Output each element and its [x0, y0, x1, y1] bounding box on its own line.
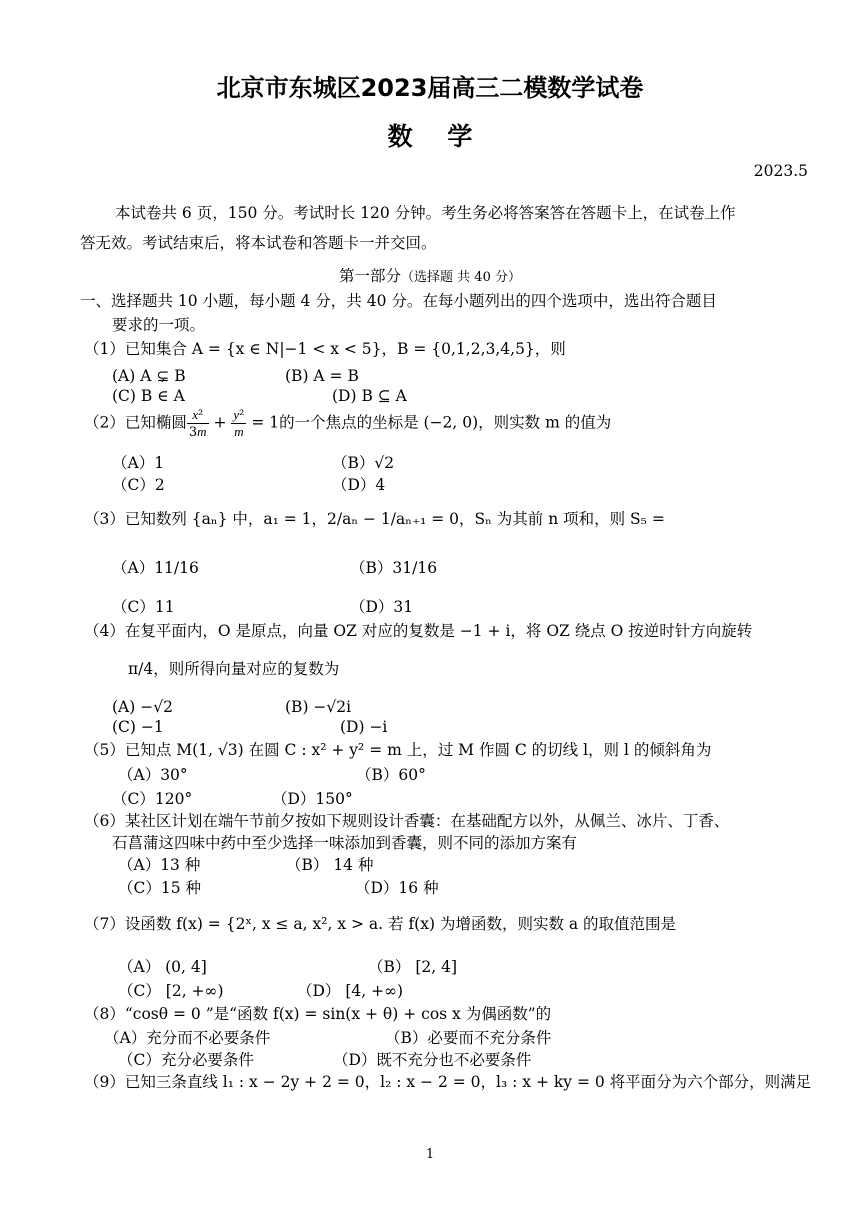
q6-option-d: （D）16 种 — [355, 879, 439, 897]
part-title: 第一部分 — [339, 267, 402, 285]
ellipse-term-y: $\frac{\text{y²}}{m}$ — [233, 407, 245, 439]
q4-stem-line-1: （4）在复平面内，O 是原点，向量 OZ 对应的复数是 −1 + i，将 OZ 绕点 O 按逆时针方向旋转 — [84, 622, 753, 640]
subject-heading: 数 学 — [387, 122, 473, 151]
section-instructions-line-2: 要求的一项。 — [112, 316, 206, 334]
q7-stem: （7）设函数 f(x) = {2ˣ, x ≤ a, x², x > a. 若 f(x) 为增函数，则实数 a 的取值范围是 — [84, 915, 677, 933]
q3-option-d: （D）31 — [350, 598, 414, 616]
q3-option-b: （B）31/16 — [350, 559, 438, 577]
q6-option-a: （A）13 种 — [118, 856, 201, 874]
q1-stem: （1）已知集合 A = {x ∈ N|−1 < x < 5}，B = {0,1,2,3,4,5}，则 — [84, 340, 566, 358]
q9-stem: （9）已知三条直线 l₁ : x − 2y + 2 = 0，l₂ : x − 2 = 0，l₃ : x + ky = 0 将平面分为六个部分，则满足 — [84, 1073, 812, 1091]
q1-option-a: (A) A ⊊ B — [112, 367, 186, 385]
q2-stem-suffix: 的一个焦点的坐标是 (−2, 0)，则实数 m 的值为 — [279, 413, 612, 432]
q2-option-c: （C）2 — [112, 476, 165, 494]
q6-stem-line-1: （6）某社区计划在端午节前夕按如下规则设计香囊：在基础配方以外，从佩兰、冰片、丁香、 — [84, 812, 730, 830]
q6-stem-line-2: 石菖蒲这四味中药中至少选择一味添加到香囊，则不同的添加方案有 — [112, 834, 578, 852]
q2-option-d: （D）4 — [332, 476, 386, 494]
instructions-line-2: 答无效。考试结束后，将本试卷和答题卡一并交回。 — [80, 234, 437, 252]
q4-option-d: (D) −i — [340, 718, 388, 736]
q8-stem: （8）“cosθ = 0 ”是“函数 f(x) = sin(x + θ) + cos x 为偶函数”的 — [84, 1005, 552, 1023]
q2-option-b: （B）√2 — [332, 454, 395, 472]
q1-option-d: (D) B ⊆ A — [332, 387, 407, 405]
q1-option-c: (C) B ∈ A — [112, 387, 185, 405]
q7-option-d: （D） [4, +∞) — [297, 982, 404, 1000]
part-heading — [0, 266, 860, 286]
q1-option-b: (B) A = B — [285, 367, 359, 385]
q2-option-a: （A）1 — [112, 454, 165, 472]
page-title: 北京市东城区2023届高三二模数学试卷 — [216, 74, 644, 102]
q7-option-b: （B） [2, 4] — [368, 958, 457, 976]
q6-option-b: （B） 14 种 — [286, 856, 374, 874]
q5-option-d: （D）150° — [272, 790, 353, 808]
q8-option-b: （B）必要而不充分条件 — [385, 1029, 552, 1047]
q3-option-a: （A）11/16 — [112, 559, 199, 577]
q4-option-b: (B) −√2i — [285, 698, 352, 716]
part-note: （选择题 共 40 分） — [401, 270, 521, 285]
q4-option-a: (A) −√2 — [112, 698, 173, 716]
q2-stem: （2）已知椭圆 $\frac{\text{x²}}{3m}$ + $\frac{\text{y²}}{m}$ = 1的一个焦点的坐标是 (−2, 0)，则实数 m 的值为 — [84, 407, 612, 440]
q8-option-c: （C）充分必要条件 — [118, 1051, 254, 1069]
q5-option-b: （B）60° — [356, 766, 426, 784]
q7-option-c: （C） [2, +∞) — [118, 982, 224, 1000]
q5-option-a: （A）30° — [118, 766, 188, 784]
q3-option-c: （C）11 — [112, 598, 175, 616]
q2-stem-prefix: （2）已知椭圆 — [84, 413, 187, 432]
q4-stem-line-2: π/4，则所得向量对应的复数为 — [128, 660, 340, 678]
q8-option-a: （A）充分而不必要条件 — [104, 1029, 271, 1047]
exam-date: 2023.5 — [753, 162, 808, 180]
q5-stem: （5）已知点 M(1, √3) 在圆 C : x² + y² = m 上，过 M 作圆 C 的切线 l，则 l 的倾斜角为 — [84, 741, 712, 759]
ellipse-term-x: $\frac{\text{x²}}{3m}$ — [188, 407, 207, 440]
q3-stem: （3）已知数列 {aₙ} 中，a₁ = 1，2/aₙ − 1/aₙ₊₁ = 0，Sₙ 为其前 n 项和，则 S₅ = — [84, 510, 665, 528]
q6-option-c: （C）15 种 — [118, 879, 202, 897]
q4-option-c: (C) −1 — [112, 718, 164, 736]
q8-option-d: （D）既不充分也不必要条件 — [333, 1051, 532, 1069]
section-instructions-line-1: 一、选择题共 10 小题，每小题 4 分，共 40 分。在每小题列出的四个选项中，选出符合题目 — [80, 292, 717, 310]
instructions-line-1: 本试卷共 6 页，150 分。考试时长 120 分钟。考生务必将答案答在答题卡上，在试卷上作 — [115, 204, 736, 222]
page-number: 1 — [425, 1147, 435, 1162]
q5-option-c: （C）120° — [112, 790, 193, 808]
q7-option-a: （A） (0, 4] — [118, 958, 207, 976]
